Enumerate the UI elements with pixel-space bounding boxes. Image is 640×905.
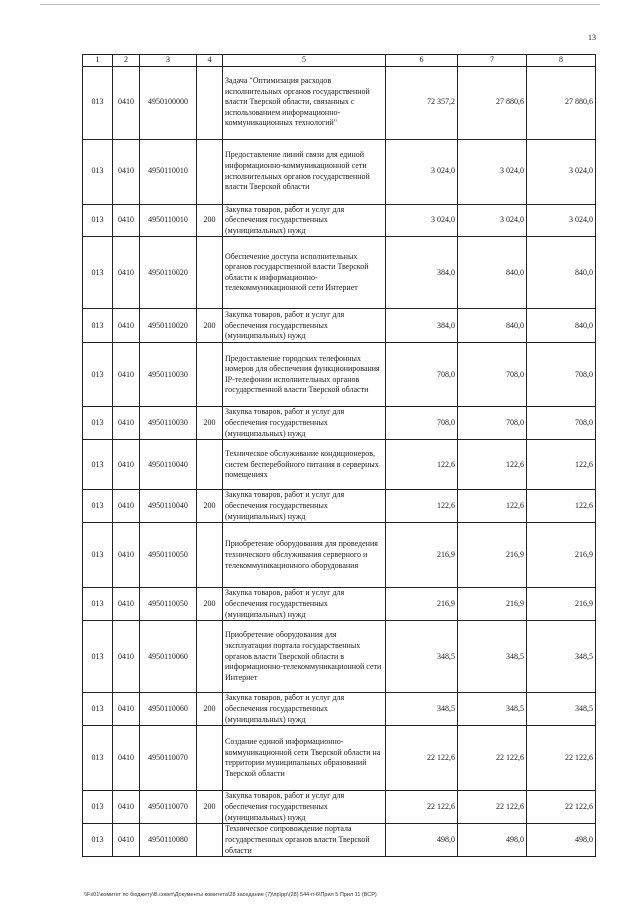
table-row: [83, 66, 596, 139]
target-article-cell: 4950110020: [140, 237, 197, 309]
section-code-cell: 0410: [113, 204, 140, 237]
expense-type-cell: 200: [197, 407, 223, 440]
amount-col8-cell: 498,0: [527, 824, 596, 857]
amount-col6-cell: 384,0: [386, 309, 458, 343]
amount-col6-cell: 216,9: [386, 523, 458, 588]
amount-col6-cell: 348,5: [386, 621, 458, 693]
amount-col7-cell: 216,9: [458, 588, 527, 621]
description-cell: Закупка товаров, работ и услуг для обеспечения государственных (муниципальных) нужд: [223, 791, 386, 824]
amount-col7-cell: 708,0: [458, 343, 527, 407]
section-code-cell: 0410: [113, 588, 140, 621]
amount-col8-cell: 840,0: [527, 309, 596, 343]
section-code-cell: 0410: [113, 726, 140, 791]
admin-code-cell: 013: [83, 588, 113, 621]
expense-type-cell: [197, 621, 223, 693]
amount-col6-cell: 384,0: [386, 237, 458, 309]
amount-col8-cell: 22 122,6: [527, 791, 596, 824]
admin-code-cell: 013: [83, 343, 113, 407]
table-row: [83, 693, 596, 726]
admin-code-cell: 013: [83, 693, 113, 726]
amount-col6-cell: 122,6: [386, 440, 458, 490]
amount-col6-cell: 3 024,0: [386, 204, 458, 237]
column-number-2: 2: [113, 55, 140, 67]
target-article-cell: 4950110040: [140, 440, 197, 490]
table-row: [83, 824, 596, 857]
target-article-cell: 4950110010: [140, 204, 197, 237]
target-article-cell: 4950110040: [140, 490, 197, 523]
description-cell: Создание единой информационно-коммуникационной сети Тверской области на территории муниципальных образований Тверской области: [223, 726, 386, 791]
column-number-5: 5: [223, 55, 386, 67]
amount-col8-cell: 3 024,0: [527, 139, 596, 204]
table-row: [83, 237, 596, 309]
admin-code-cell: 013: [83, 726, 113, 791]
amount-col8-cell: 22 122,6: [527, 726, 596, 791]
description-cell: Приобретение оборудования для эксплуатации портала государственных органов власти Тверской области в информационно-телекоммуникационной сети Интернет: [223, 621, 386, 693]
description-cell: Предоставление городских телефонных номеров для обеспечения функционирования IP-телефонии исполнительных органов государственной власти Тверской области: [223, 343, 386, 407]
expense-type-cell: 200: [197, 588, 223, 621]
amount-col8-cell: 840,0: [527, 237, 596, 309]
amount-col7-cell: 122,6: [458, 490, 527, 523]
table-row: [83, 309, 596, 343]
amount-col8-cell: 216,9: [527, 523, 596, 588]
description-cell: Обеспечение доступа исполнительных органов государственной власти Тверской области к информационно-телекоммуникационной сети Интернет: [223, 237, 386, 309]
expense-type-cell: [197, 726, 223, 791]
amount-col7-cell: 840,0: [458, 309, 527, 343]
expense-type-cell: [197, 343, 223, 407]
expense-type-cell: 200: [197, 204, 223, 237]
amount-col7-cell: 3 024,0: [458, 139, 527, 204]
section-code-cell: 0410: [113, 791, 140, 824]
admin-code-cell: 013: [83, 407, 113, 440]
section-code-cell: 0410: [113, 309, 140, 343]
table-row: [83, 621, 596, 693]
section-code-cell: 0410: [113, 407, 140, 440]
table-row: [83, 588, 596, 621]
description-cell: Предоставление линий связи для единой информационно-коммуникационной сети исполнительных органов государственной власти Тверской области: [223, 139, 386, 204]
target-article-cell: 4950110060: [140, 621, 197, 693]
description-cell: Приобретение оборудования для проведения технического обслуживания серверного и телекоммуникационного оборудования: [223, 523, 386, 588]
target-article-cell: 4950110010: [140, 139, 197, 204]
section-code-cell: 0410: [113, 523, 140, 588]
amount-col6-cell: 122,6: [386, 490, 458, 523]
admin-code-cell: 013: [83, 490, 113, 523]
amount-col8-cell: 708,0: [527, 343, 596, 407]
amount-col8-cell: 3 024,0: [527, 204, 596, 237]
column-number-7: 7: [458, 55, 527, 67]
table-row: [83, 343, 596, 407]
section-code-cell: 0410: [113, 621, 140, 693]
amount-col6-cell: 22 122,6: [386, 791, 458, 824]
table-row: [83, 204, 596, 237]
section-code-cell: 0410: [113, 66, 140, 139]
amount-col7-cell: 216,9: [458, 523, 527, 588]
target-article-cell: 4950110070: [140, 791, 197, 824]
admin-code-cell: 013: [83, 66, 113, 139]
expense-type-cell: [197, 139, 223, 204]
amount-col7-cell: 708,0: [458, 407, 527, 440]
amount-col8-cell: 216,9: [527, 588, 596, 621]
page-number: 13: [588, 33, 596, 42]
expense-type-cell: 200: [197, 490, 223, 523]
section-code-cell: 0410: [113, 490, 140, 523]
section-code-cell: 0410: [113, 693, 140, 726]
description-cell: Техническое обслуживание кондиционеров, систем бесперебойного питания в серверных помещениях: [223, 440, 386, 490]
admin-code-cell: 013: [83, 309, 113, 343]
amount-col8-cell: 708,0: [527, 407, 596, 440]
amount-col6-cell: 22 122,6: [386, 726, 458, 791]
section-code-cell: 0410: [113, 824, 140, 857]
amount-col8-cell: 122,6: [527, 490, 596, 523]
admin-code-cell: 013: [83, 139, 113, 204]
amount-col7-cell: 122,6: [458, 440, 527, 490]
amount-col6-cell: 216,9: [386, 588, 458, 621]
admin-code-cell: 013: [83, 440, 113, 490]
budget-table: [82, 54, 596, 857]
section-code-cell: 0410: [113, 139, 140, 204]
column-number-4: 4: [197, 55, 223, 67]
amount-col7-cell: 3 024,0: [458, 204, 527, 237]
table-row: [83, 440, 596, 490]
target-article-cell: 4950110030: [140, 407, 197, 440]
amount-col8-cell: 348,5: [527, 621, 596, 693]
amount-col7-cell: 348,5: [458, 693, 527, 726]
amount-col6-cell: 348,5: [386, 693, 458, 726]
table-row: [83, 490, 596, 523]
table-row: [83, 407, 596, 440]
target-article-cell: 4950110070: [140, 726, 197, 791]
description-cell: Закупка товаров, работ и услуг для обеспечения государственных (муниципальных) нужд: [223, 693, 386, 726]
description-cell: Закупка товаров, работ и услуг для обеспечения государственных (муниципальных) нужд: [223, 204, 386, 237]
table-row: [83, 139, 596, 204]
section-code-cell: 0410: [113, 343, 140, 407]
expense-type-cell: 200: [197, 309, 223, 343]
target-article-cell: 4950100000: [140, 66, 197, 139]
expense-type-cell: [197, 824, 223, 857]
expense-type-cell: 200: [197, 693, 223, 726]
amount-col6-cell: 498,0: [386, 824, 458, 857]
table-body: [83, 66, 596, 857]
amount-col7-cell: 27 880,6: [458, 66, 527, 139]
amount-col7-cell: 498,0: [458, 824, 527, 857]
amount-col7-cell: 840,0: [458, 237, 527, 309]
expense-type-cell: 200: [197, 791, 223, 824]
section-code-cell: 0410: [113, 237, 140, 309]
admin-code-cell: 013: [83, 523, 113, 588]
table-row: [83, 726, 596, 791]
admin-code-cell: 013: [83, 791, 113, 824]
expense-type-cell: [197, 440, 223, 490]
table-row: [83, 523, 596, 588]
description-cell: Закупка товаров, работ и услуг для обеспечения государственных (муниципальных) нужд: [223, 588, 386, 621]
section-code-cell: 0410: [113, 440, 140, 490]
column-number-3: 3: [140, 55, 197, 67]
amount-col6-cell: 72 357,2: [386, 66, 458, 139]
amount-col7-cell: 22 122,6: [458, 726, 527, 791]
column-number-row: [83, 55, 596, 67]
admin-code-cell: 013: [83, 204, 113, 237]
admin-code-cell: 013: [83, 237, 113, 309]
target-article-cell: 4950110050: [140, 588, 197, 621]
amount-col6-cell: 708,0: [386, 407, 458, 440]
target-article-cell: 4950110060: [140, 693, 197, 726]
column-number-1: 1: [83, 55, 113, 67]
amount-col8-cell: 348,5: [527, 693, 596, 726]
file-path-footer: \\Fs01\комитет по бюджету\В.совет\Документы комитета\28 заседание (7)\пр\рр\(28) 544-п-6\Прил 5 Прил 11 (ВСР): [84, 892, 377, 898]
amount-col6-cell: 3 024,0: [386, 139, 458, 204]
expense-type-cell: [197, 237, 223, 309]
target-article-cell: 4950110030: [140, 343, 197, 407]
amount-col8-cell: 122,6: [527, 440, 596, 490]
scan-artifact-line: [40, 4, 600, 5]
amount-col7-cell: 348,5: [458, 621, 527, 693]
description-cell: Закупка товаров, работ и услуг для обеспечения государственных (муниципальных) нужд: [223, 490, 386, 523]
description-cell: Задача "Оптимизация расходов исполнительных органов государственной власти Тверской области, связанных с использованием информационно-коммуникационных технологий": [223, 66, 386, 139]
expense-type-cell: [197, 66, 223, 139]
expense-type-cell: [197, 523, 223, 588]
column-number-8: 8: [527, 55, 596, 67]
target-article-cell: 4950110080: [140, 824, 197, 857]
description-cell: Закупка товаров, работ и услуг для обеспечения государственных (муниципальных) нужд: [223, 407, 386, 440]
column-number-6: 6: [386, 55, 458, 67]
amount-col8-cell: 27 880,6: [527, 66, 596, 139]
description-cell: Техническое сопровождение портала государственных органов власти Тверской области: [223, 824, 386, 857]
target-article-cell: 4950110050: [140, 523, 197, 588]
amount-col7-cell: 22 122,6: [458, 791, 527, 824]
description-cell: Закупка товаров, работ и услуг для обеспечения государственных (муниципальных) нужд: [223, 309, 386, 343]
admin-code-cell: 013: [83, 621, 113, 693]
amount-col6-cell: 708,0: [386, 343, 458, 407]
admin-code-cell: 013: [83, 824, 113, 857]
target-article-cell: 4950110020: [140, 309, 197, 343]
table-row: [83, 791, 596, 824]
